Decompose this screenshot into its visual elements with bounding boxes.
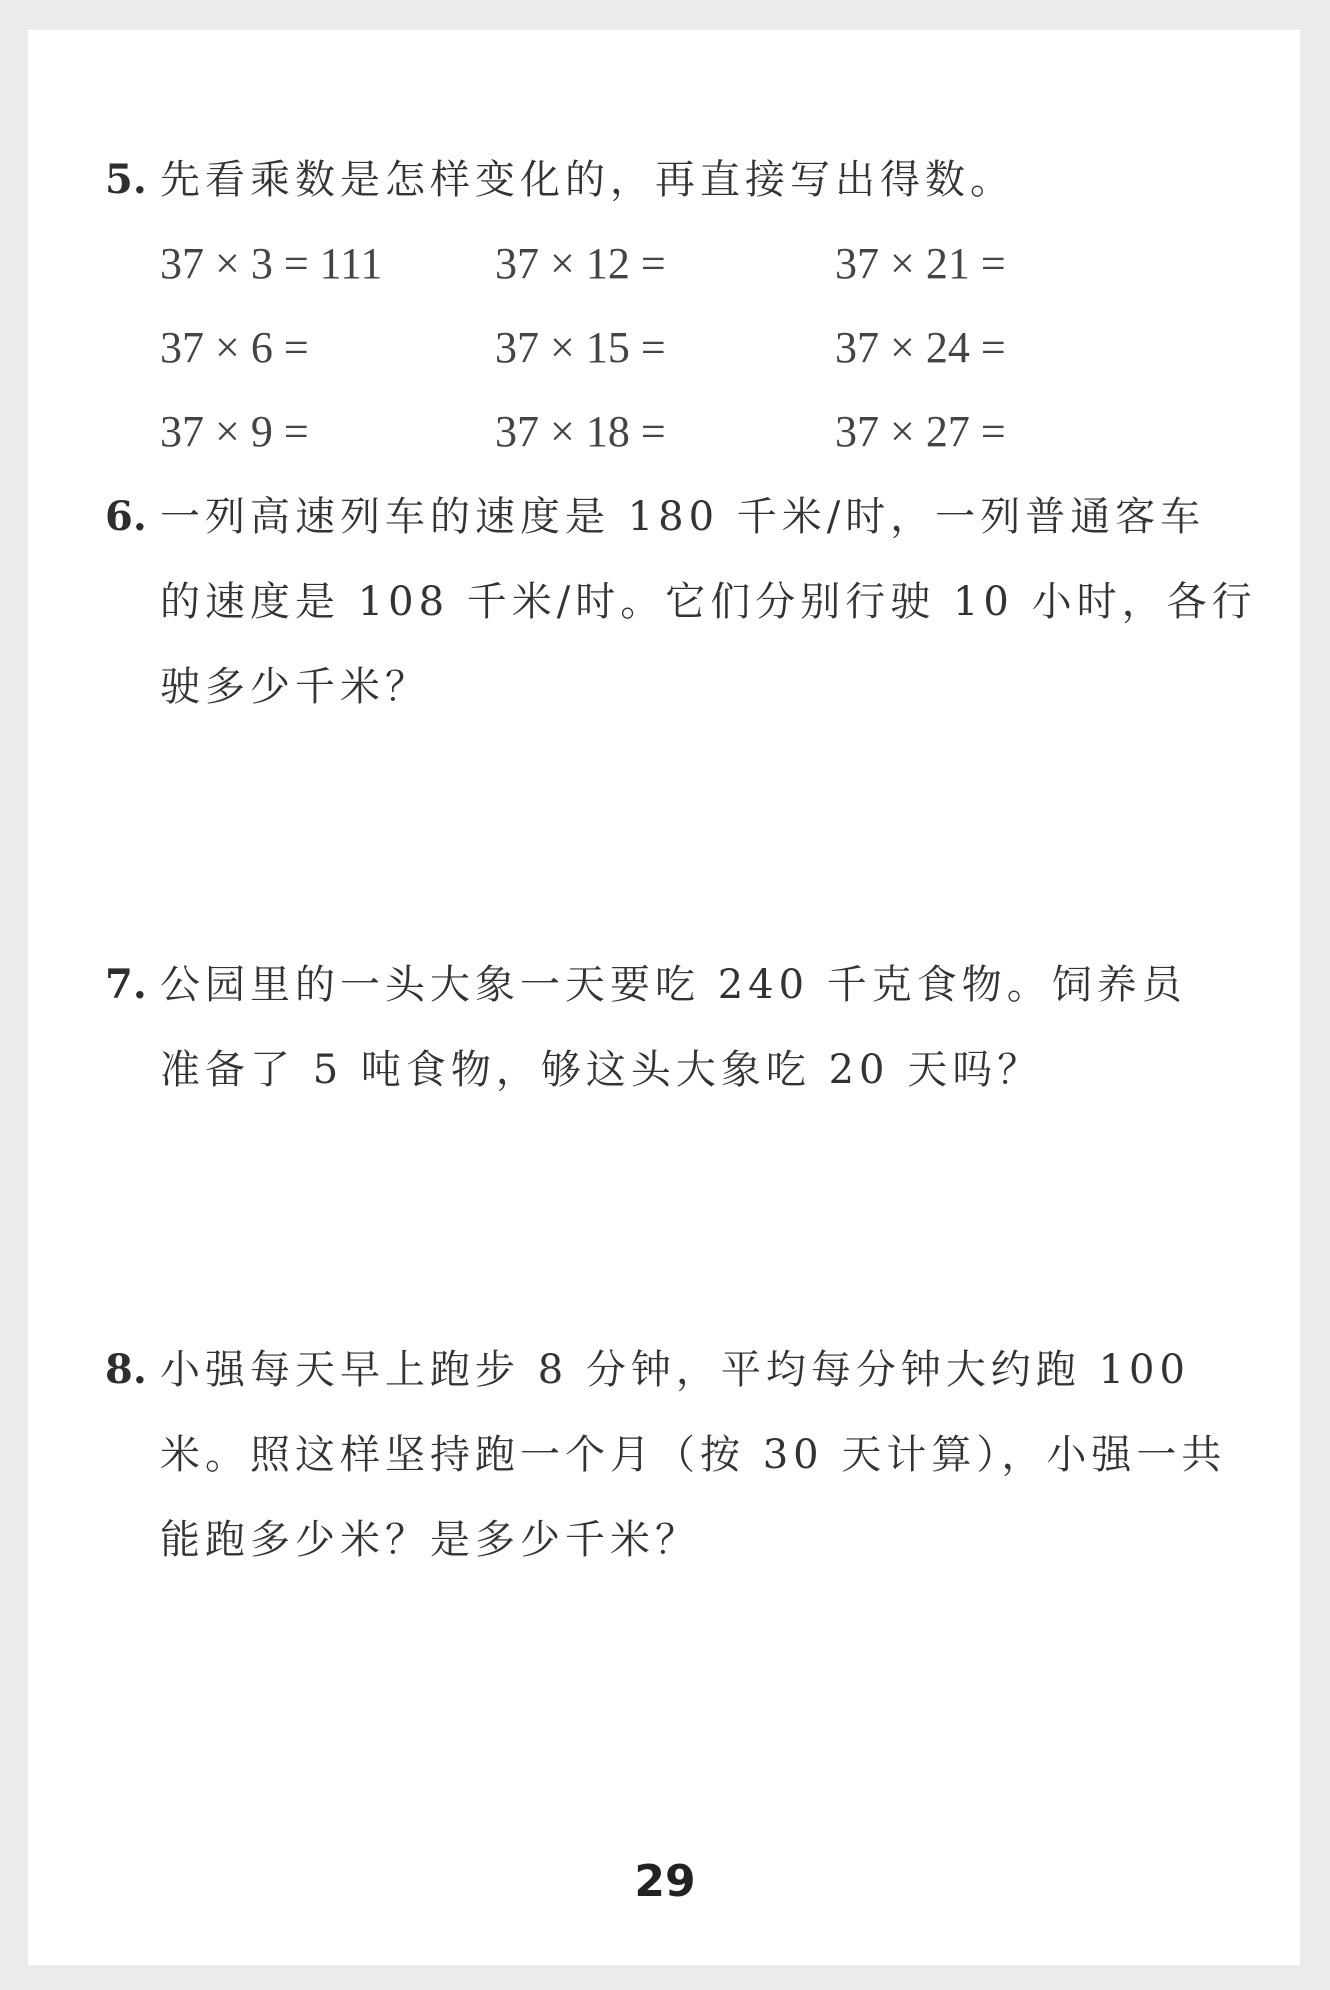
calc-item: 37 × 3 = 111 <box>160 239 383 288</box>
problem-5-instruction: 先看乘数是怎样变化的，再直接写出得数。 <box>160 157 1015 203</box>
problem-8-number: 8. <box>105 1346 147 1393</box>
calc-item: 37 × 9 = <box>160 407 309 456</box>
problem-7-number: 7. <box>105 961 147 1008</box>
problem-8-line: 小强每天早上跑步 8 分钟，平均每分钟大约跑 100 <box>160 1347 1190 1393</box>
calc-item: 37 × 27 = <box>835 407 1006 456</box>
problem-8-line: 能跑多少米？是多少千米？ <box>160 1517 700 1563</box>
problem-5-number: 5. <box>105 156 147 203</box>
problem-6-line: 的速度是 108 千米/时。它们分别行驶 10 小时，各行 <box>160 579 1257 625</box>
problem-7-line: 公园里的一头大象一天要吃 240 千克食物。饲养员 <box>160 962 1187 1008</box>
calc-item: 37 × 12 = <box>495 239 666 288</box>
problem-8-line: 米。照这样坚持跑一个月（按 30 天计算），小强一共 <box>160 1432 1227 1478</box>
calc-item: 37 × 24 = <box>835 323 1006 372</box>
calc-item: 37 × 21 = <box>835 239 1006 288</box>
calc-item: 37 × 15 = <box>495 323 666 372</box>
problem-6-number: 6. <box>105 493 147 540</box>
calc-item: 37 × 18 = <box>495 407 666 456</box>
calc-item: 37 × 6 = <box>160 323 309 372</box>
problem-7-line: 准备了 5 吨食物，够这头大象吃 20 天吗？ <box>160 1047 1043 1093</box>
problem-6-line: 驶多少千米？ <box>160 664 430 710</box>
page-number: 29 <box>634 1856 696 1907</box>
problem-6-line: 一列高速列车的速度是 180 千米/时，一列普通客车 <box>160 494 1206 540</box>
